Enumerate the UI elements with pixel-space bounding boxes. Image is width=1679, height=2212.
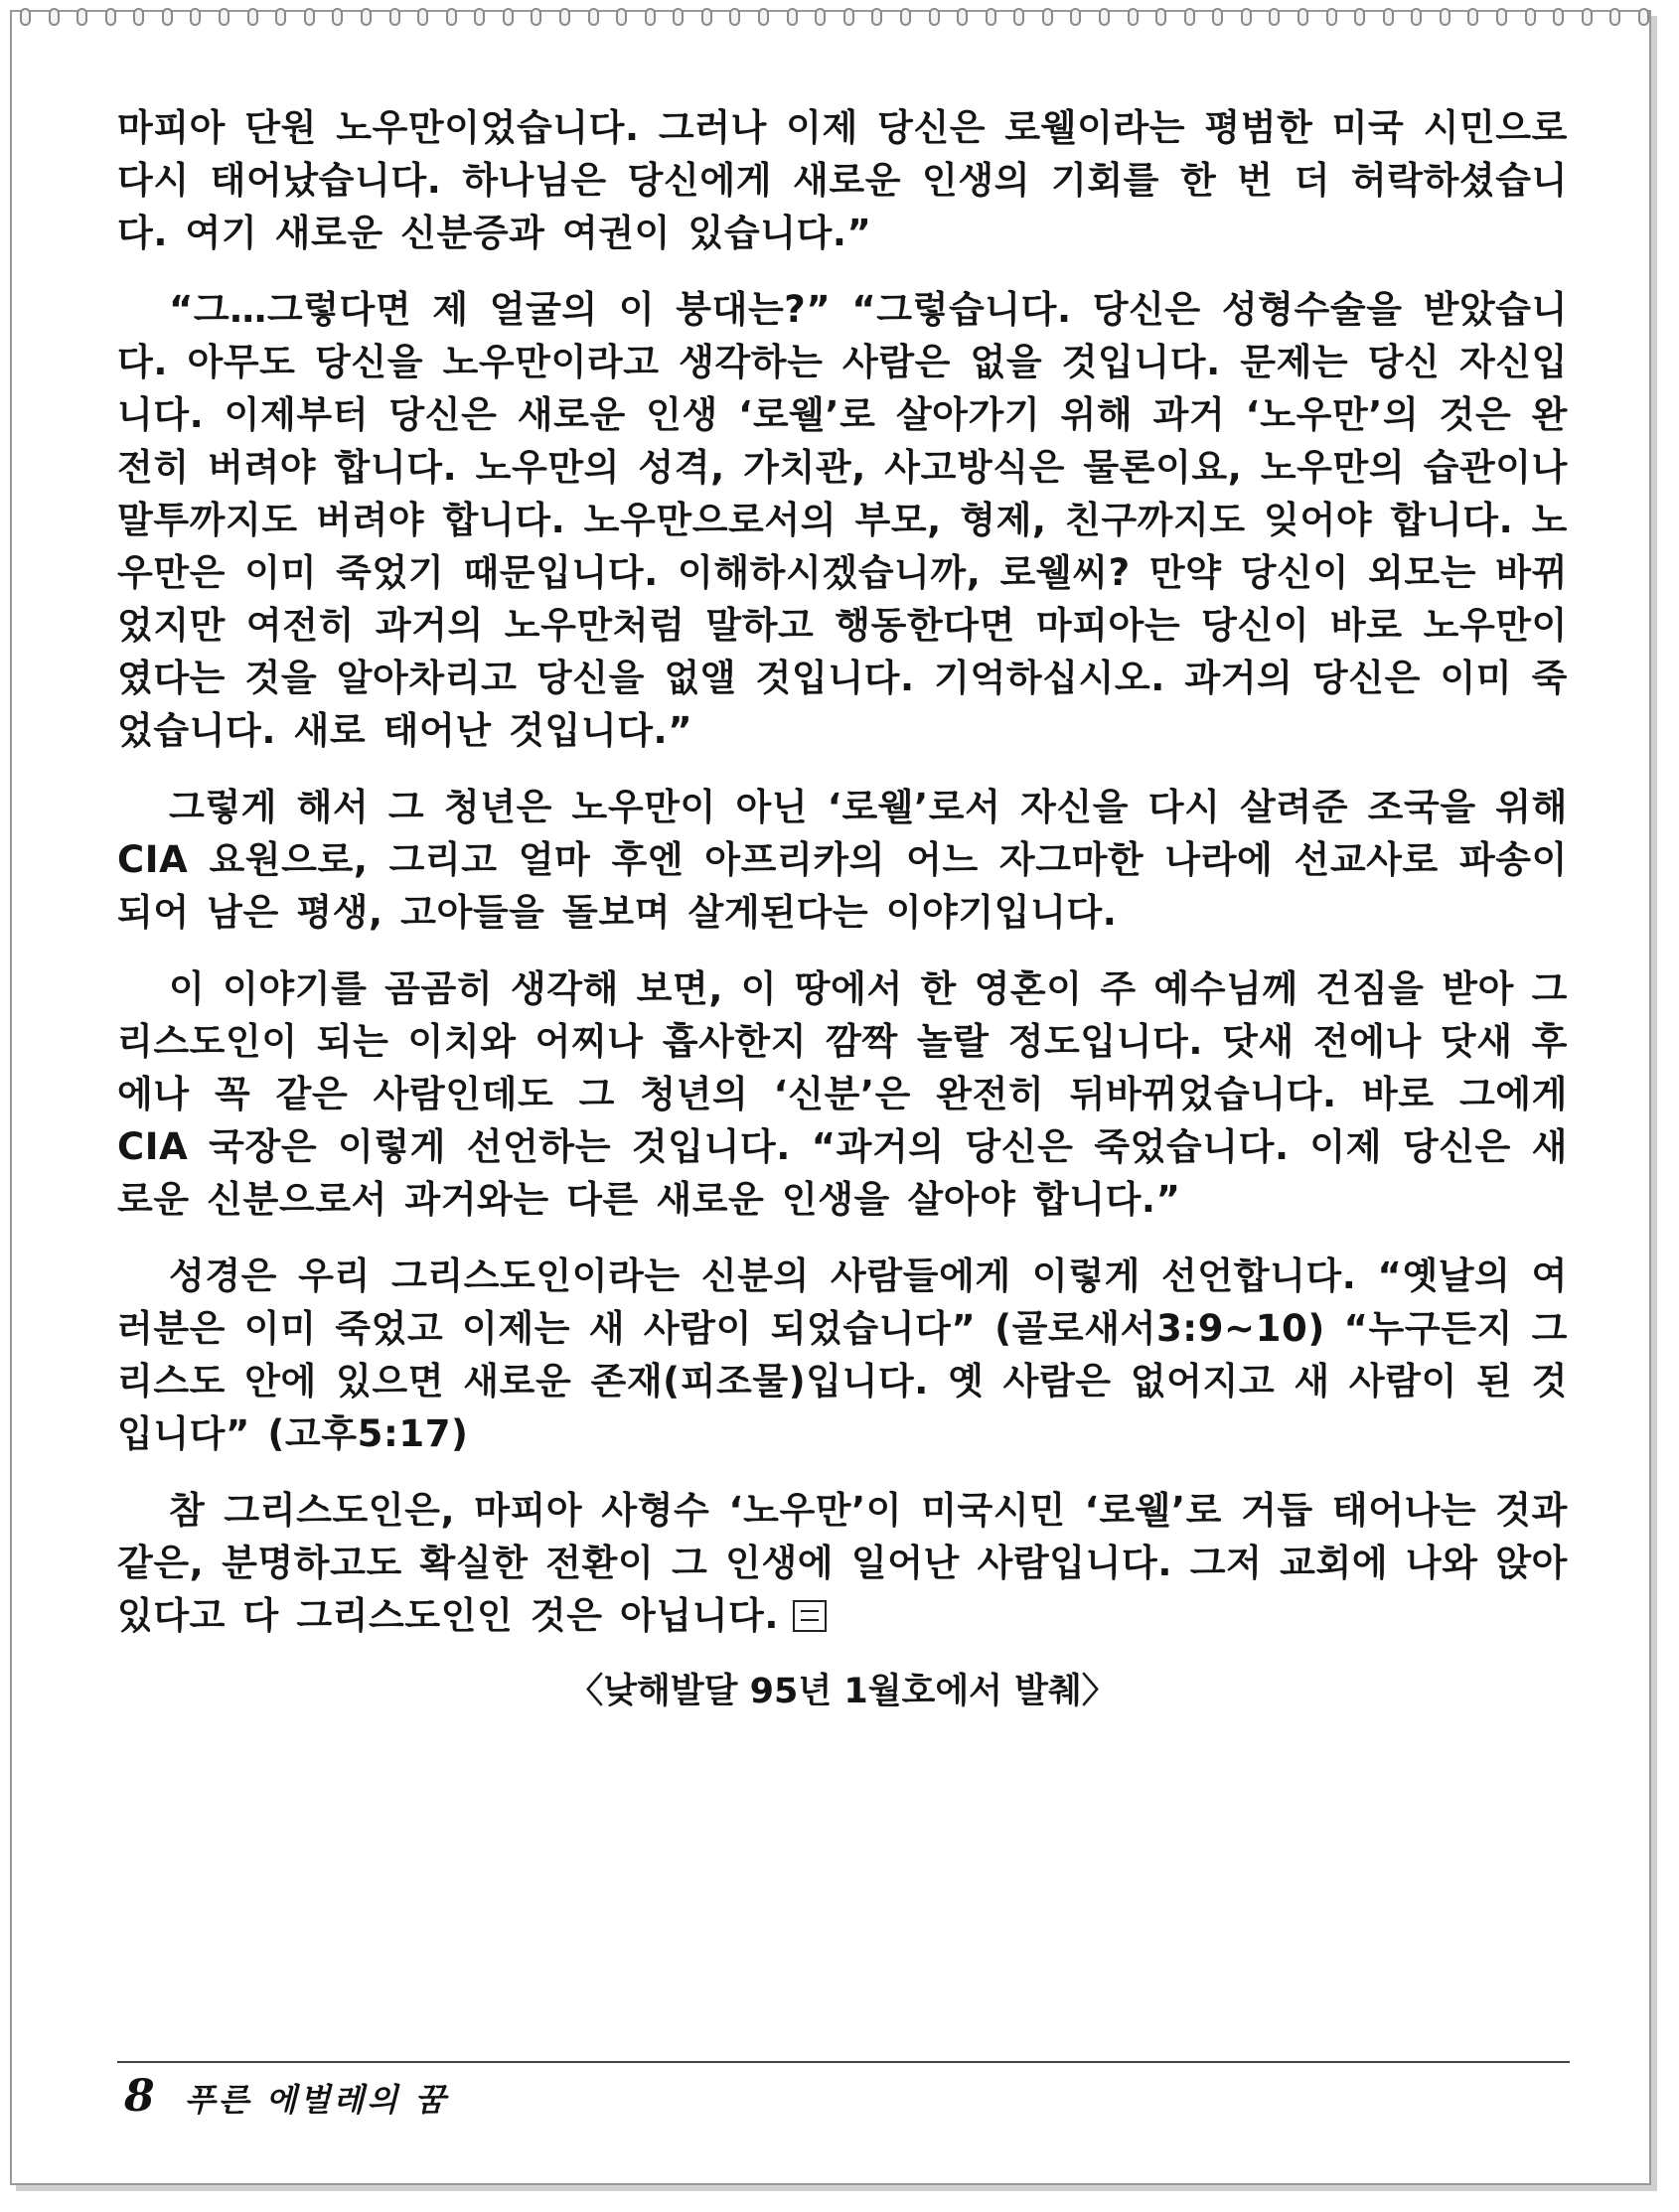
binding-ring [588,8,599,26]
binding-ring [559,8,570,26]
binding-ring [389,8,400,26]
binding-ring [1013,8,1024,26]
binding-ring [446,8,457,26]
binding-ring [1553,8,1564,26]
binding-ring [1099,8,1110,26]
paragraph-4: 이 이야기를 곰곰히 생각해 보면, 이 땅에서 한 영혼이 주 예수님께 건짐을 받아 그리스도인이 되는 이치와 어찌나 흡사한지 깜짝 놀랄 정도입니다. 닷새 전에나 닷새 후에나 꼭 같은 사람인데도 그 청년의 ‘신분’은 완전히 뒤바뀌었습니다. 바로 그에게 CIA 국장은 이렇게 선언하는 것입니다. “과거의 당신은 죽었습니다. 이제 당신은 새로운 신분으로서 과거와는 다른 새로운 인생을 살아야 합니다.” [117,967,1568,1221]
binding-ring [957,8,968,26]
binding-ring [247,8,258,26]
binding-ring [20,8,31,26]
binding-ring [1496,8,1507,26]
end-mark-icon [793,1600,827,1632]
paragraph-2: “그…그렇다면 제 얼굴의 이 붕대는?” “그렇습니다. 당신은 성형수술을 받았습니다. 아무도 당신을 노우만이라고 생각하는 사람은 없을 것입니다. 문제는 당신 자신입니다. 이제부터 당신은 새로운 인생 ‘로웰’로 살아가기 위해 과거 ‘노우만’의 것은 완전히 버려야 합니다. 노우만의 성격, 가치관, 사고방식은 물론이요, 노우만의 습관이나 말투까지도 버려야 합니다. 노우만으로서의 부모, 형제, 친구까지도 잊어야 합니다. 노우만은 이미 죽었기 때문입니다. 이해하시겠습니까, 로웰씨? 만약 당신이 외모는 바뀌었지만 여전히 과거의 노우만처럼 말하고 행동한다면 마피아는 당신이 바로 노우만이였다는 것을 알아차리고 당신을 없앨 것입니다. 기억하십시오. 과거의 당신은 이미 죽었습니다. 새로 태어난 것입니다.” [117,288,1568,752]
binding-ring [1070,8,1081,26]
binding-ring [986,8,996,26]
binding-ring [1582,8,1593,26]
book-title: 푸른 에벌레의 꿈 [184,2081,449,2119]
binding-ring [105,8,116,26]
binding-ring [332,8,343,26]
source-citation: 〈낮해발달 95년 1월호에서 발췌〉 [568,1672,1117,1711]
binding-ring [787,8,798,26]
binding-ring [76,8,87,26]
binding-ring [503,8,514,26]
binding-ring [673,8,684,26]
binding-ring [1411,8,1422,26]
binding-ring [531,8,541,26]
binding-ring [190,8,201,26]
binding-ring [1297,8,1308,26]
page-footer [124,2071,448,2122]
binding-ring [219,8,229,26]
binding-ring [645,8,656,26]
article-body [117,101,1568,1717]
binding-ring [417,8,428,26]
binding-ring [474,8,485,26]
binding-ring [1383,8,1394,26]
binding-ring [1269,8,1280,26]
binding-ring [361,8,372,26]
spiral-binding [20,6,1649,28]
binding-ring [1525,8,1536,26]
binding-ring [275,8,286,26]
binding-ring [304,8,315,26]
binding-ring [815,8,826,26]
binding-ring [1609,8,1620,26]
binding-ring [701,8,712,26]
binding-ring [133,8,144,26]
footer-divider [117,2061,1570,2063]
binding-ring [1042,8,1053,26]
binding-ring [49,8,60,26]
binding-ring [729,8,740,26]
binding-ring [1354,8,1365,26]
binding-ring [162,8,173,26]
binding-ring [1467,8,1478,26]
paragraph-3: 그렇게 해서 그 청년은 노우만이 아닌 ‘로웰’로서 자신을 다시 살려준 조국을 위해 CIA 요원으로, 그리고 얼마 후엔 아프리카의 어느 자그마한 나라에 선교사로 파송이 되어 남은 평생, 고아들을 돌보며 살게된다는 이야기입니다. [117,786,1568,934]
binding-ring [929,8,940,26]
paragraph-6-text: 참 그리스도인은, 마피아 사형수 ‘노우만’이 미국시민 ‘로웰’로 거듭 태어나는 것과 같은, 분명하고도 확실한 전환이 그 인생에 일어난 사람입니다. 그저 교회에 나와 앉아 있다고 다 그리스도인인 것은 아닙니다. [117,1489,1568,1637]
binding-ring [871,8,882,26]
binding-ring [1212,8,1223,26]
binding-ring [1326,8,1337,26]
binding-ring [1241,8,1252,26]
binding-ring [758,8,769,26]
binding-ring [1128,8,1139,26]
binding-ring [1184,8,1195,26]
paragraph-6 [117,1484,1568,1642]
binding-ring [900,8,911,26]
binding-ring [1638,8,1649,26]
binding-ring [1155,8,1166,26]
binding-ring [843,8,854,26]
paragraph-1: 마피아 단원 노우만이었습니다. 그러나 이제 당신은 로웰이라는 평범한 미국 시민으로 다시 태어났습니다. 하나님은 당신에게 새로운 인생의 기회를 한 번 더 허락하셨습니다. 여기 새로운 신분증과 여권이 있습니다.” [117,106,1568,254]
binding-ring [616,8,627,26]
paragraph-5: 성경은 우리 그리스도인이라는 신분의 사람들에게 이렇게 선언합니다. “옛날의 여러분은 이미 죽었고 이제는 새 사람이 되었습니다” (골로새서3:9~10) “누구든지 그리스도 안에 있으면 새로운 존재(피조물)입니다. 옛 사람은 없어지고 새 사람이 된 것입니다” (고후5:17) [117,1254,1568,1455]
binding-ring [1440,8,1450,26]
page-number: 8 [124,2071,155,2122]
